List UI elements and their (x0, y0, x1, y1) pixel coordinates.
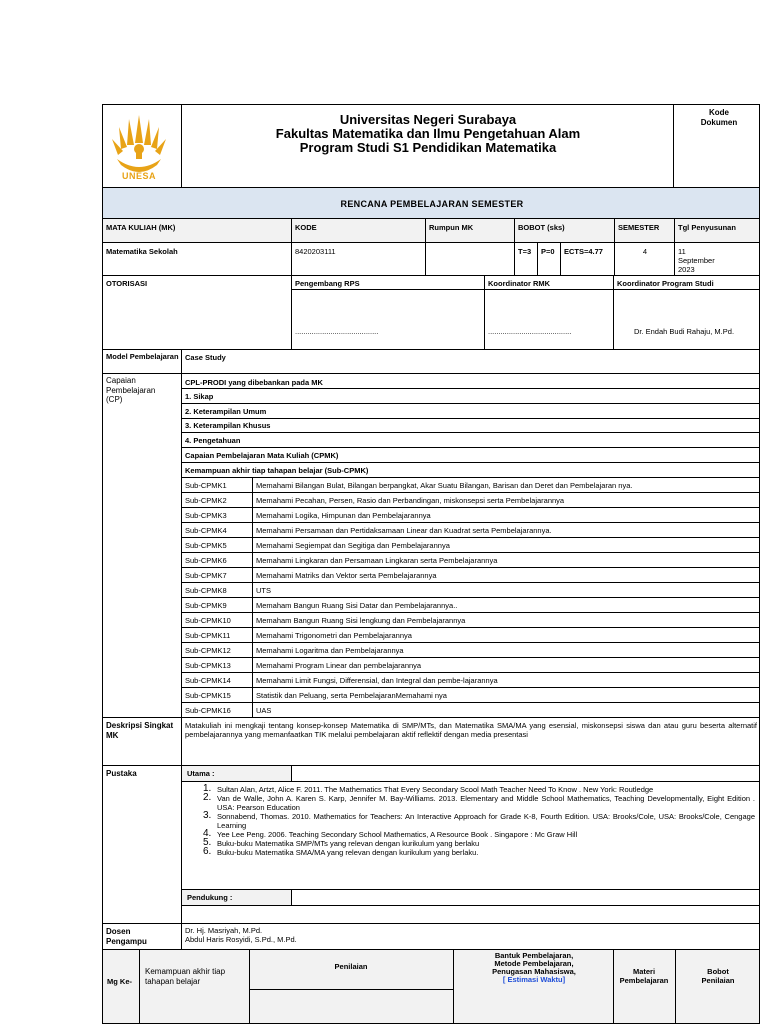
subcpmk-text: Memahami Persamaan dan Pertidaksamaan Linear dan Kuadrat serta Pembelajarannya. (256, 526, 552, 535)
bantuk-header-3: Penugasan Mahasiswa, (492, 967, 576, 976)
course-date: 11 September 2023 (678, 247, 715, 274)
koordinator-rmk-signature: ........................................ (488, 327, 572, 336)
subcpmk-code: Sub-CPMK1 (185, 481, 227, 490)
pustaka-item: 1. Sultan Alan, Artzt, Alice F. 2011. The Mathematics That Every Secondary Scool Math Teacher Need To Know . New York: Routledge (203, 783, 654, 794)
pengembang-signature: ........................................ (295, 327, 379, 336)
kode-header: KODE (295, 223, 317, 232)
estimasi-waktu-header: [ Estimasi Waktu] (502, 975, 566, 984)
subcpmk-text: Memahami Lingkaran dan Persamaan Lingkaran serta Pembelajarannya (256, 556, 498, 565)
subcpmk-text: Memahami Trigonometri dan Pembelajarannya (256, 631, 412, 640)
pustaka-utama-label: Utama : (187, 769, 215, 778)
dosen-name-1: Dr. Hj. Masriyah, M.Pd. (185, 926, 263, 935)
subcpmk-text: UAS (256, 706, 272, 715)
model-label: Model Pembelajaran (106, 352, 179, 361)
pustaka-item: 4. Yee Lee Peng. 2006. Teaching Secondary School Mathematics, A Resource Book . Singapore : Mc Graw Hill (203, 828, 578, 839)
subcpmk-code: Sub-CPMK6 (185, 556, 227, 565)
dosen-label: Dosen Pengampu (106, 927, 147, 946)
otorisasi-label: OTORISASI (106, 279, 148, 288)
course-name: Matematika Sekolah (106, 247, 178, 256)
subcpmk-code: Sub-CPMK15 (185, 691, 231, 700)
subcpmk-text: Memaham Bangun Ruang Sisi Datar dan Pembelajarannya.. (256, 601, 458, 610)
subcpmk-text: Memahami Logika, Himpunan dan Pembelajarannya (256, 511, 431, 520)
koordinator-prodi-name: Dr. Endah Budi Rahaju, M.Pd. (633, 327, 735, 336)
rps-title: RENCANA PEMBELAJARAN SEMESTER (340, 199, 524, 209)
subcpmk-title: Kemampuan akhir tiap tahapan belajar (Sub-CPMK) (185, 466, 369, 475)
bobot-header: BOBOT (sks) (518, 223, 565, 232)
pustaka-item: 6. Buku-buku Matematika SMA/MA yang relevan dengan kurikulum yang berlaku. (203, 846, 479, 857)
subcpmk-code: Sub-CPMK4 (185, 526, 227, 535)
course-code: 8420203111 (295, 247, 336, 256)
mk-header: MATA KULIAH (MK) (106, 223, 176, 232)
program-name: Program Studi S1 Pendidikan Matematika (299, 140, 557, 155)
cpl-prodi-title: CPL-PRODI yang dibebankan pada MK (185, 378, 323, 387)
model-value: Case Study (185, 353, 226, 362)
subcpmk-text: Memahami Bilangan Bulat, Bilangan berpangkat, Akar Suatu Bilangan, Barisan dan Deret dan Pembelajaran nya. (256, 481, 633, 490)
tgl-header: Tgl Penyusunan (678, 223, 736, 232)
subcpmk-code: Sub-CPMK14 (185, 676, 231, 685)
bobot-penilaian-header: Bobot Penilaian (701, 967, 735, 985)
pustaka-item: 3. Sonnabend, Thomas. 2010. Mathematics for Teachers: An Interactive Approach for Grade K-8, Fourth Edition. USA: Brooks/Cole, USA: Brooks/Cole, Cengage Learning (203, 810, 755, 830)
subcpmk-code: Sub-CPMK9 (185, 601, 227, 610)
logo-text: UNESA (121, 171, 156, 181)
semester-header: SEMESTER (618, 223, 660, 232)
subcpmk-text: Memahami Matriks dan Vektor serta Pembelajarannya (256, 571, 437, 580)
rumpun-header: Rumpun MK (429, 223, 474, 232)
pustaka-label: Pustaka (106, 769, 137, 778)
subcpmk-code: Sub-CPMK16 (185, 706, 231, 715)
subcpmk-code: Sub-CPMK13 (185, 661, 231, 670)
course-semester: 4 (642, 247, 648, 256)
rps-document (102, 104, 760, 1024)
cp-pengetahuan: 4. Pengetahuan (185, 436, 241, 445)
dosen-name-2: Abdul Haris Rosyidi, S.Pd., M.Pd. (185, 935, 297, 944)
cp-keterampilan-khusus: 3. Keterampilan Khusus (185, 421, 271, 430)
subcpmk-code: Sub-CPMK3 (185, 511, 227, 520)
pengembang-label: Pengembang RPS (295, 279, 360, 288)
cp-label: Capaian Pembelajaran (CP) (106, 376, 156, 404)
unesa-logo (107, 109, 171, 185)
sks-t: T=3 (518, 247, 532, 256)
pustaka-item: 2. Van de Walle, John A. Karen S. Karp, Jennifer M. Bay-Williams. 2013. Elementary and Middle School Mathematics, Teaching Developmentally, Eight Edition . USA: Pearson Education (203, 792, 755, 812)
sks-ects: ECTS=4.77 (564, 247, 603, 256)
subcpmk-code: Sub-CPMK10 (185, 616, 231, 625)
cp-sikap: 1. Sikap (185, 392, 214, 401)
subcpmk-text: UTS (256, 586, 271, 595)
pustaka-pendukung-label: Pendukung : (187, 893, 233, 902)
koordinator-prodi-label: Koordinator Program Studi (617, 279, 714, 288)
subcpmk-code: Sub-CPMK12 (185, 646, 231, 655)
subcpmk-text: Memahami Limit Fungsi, Differensial, dan Integral dan pembe-lajarannya (256, 676, 498, 685)
subcpmk-code: Sub-CPMK11 (185, 631, 231, 640)
subcpmk-text: Memahami Segiempat dan Segitiga dan Pembelajarannya (256, 541, 450, 550)
subcpmk-text: Memahami Program Linear dan pembelajarannya (256, 661, 422, 670)
university-name: Universitas Negeri Surabaya (339, 112, 517, 127)
deskripsi-label: Deskripsi Singkat MK (106, 721, 174, 740)
sks-p: P=0 (541, 247, 555, 256)
subcpmk-text: Memahami Logaritma dan Pembelajarannya (256, 646, 404, 655)
cp-keterampilan-umum: 2. Keterampilan Umum (185, 407, 267, 416)
subcpmk-code: Sub-CPMK5 (185, 541, 227, 550)
deskripsi-text: Matakuliah ini mengkaji tentang konsep-konsep Matematika di SMP/MTs, dan Matematika SMA/MA yang esensial, miskonsepsi siswa dan atau guru beserta alternatif pembelajarannya yang memanfaatkan TIK melalui pembelajaran aktif reflektif dengan media presentasi (185, 721, 757, 739)
doc-code-label: Kode Dokumen (700, 108, 738, 127)
bantuk-header-1: Bantuk Pembelajaran, (494, 951, 574, 960)
pustaka-list (203, 785, 755, 857)
subcpmk-code: Sub-CPMK7 (185, 571, 227, 580)
pustaka-item: 5. Buku-buku Matematika SMP/MTs yang relevan dengan kurikulum yang berlaku (203, 837, 480, 848)
penilaian-header: Penilaian (334, 962, 368, 971)
subcpmk-text: Memaham Bangun Ruang Sisi lengkung dan Pembelajarannya (256, 616, 466, 625)
mg-ke-header: Mg Ke- (107, 977, 132, 986)
cpmk-title: Capaian Pembelajaran Mata Kuliah (CPMK) (185, 451, 339, 460)
subcpmk-code: Sub-CPMK8 (185, 586, 227, 595)
kemampuan-header: Kemampuan akhir tiap tahapan belajar (145, 967, 226, 986)
subcpmk-text: Statistik dan Peluang, serta PembelajaranMemahami nya (256, 691, 447, 700)
subcpmk-text: Memahami Pecahan, Persen, Rasio dan Perbandingan, miskonsepsi serta Pembelajarannya (256, 496, 565, 505)
materi-header: Materi Pembelajaran (619, 967, 669, 985)
faculty-name: Fakultas Matematika dan Ilmu Pengetahuan Alam (275, 126, 581, 141)
bantuk-header-2: Metode Pembelajaran, (494, 959, 574, 968)
koordinator-rmk-label: Koordinator RMK (488, 279, 551, 288)
subcpmk-code: Sub-CPMK2 (185, 496, 227, 505)
